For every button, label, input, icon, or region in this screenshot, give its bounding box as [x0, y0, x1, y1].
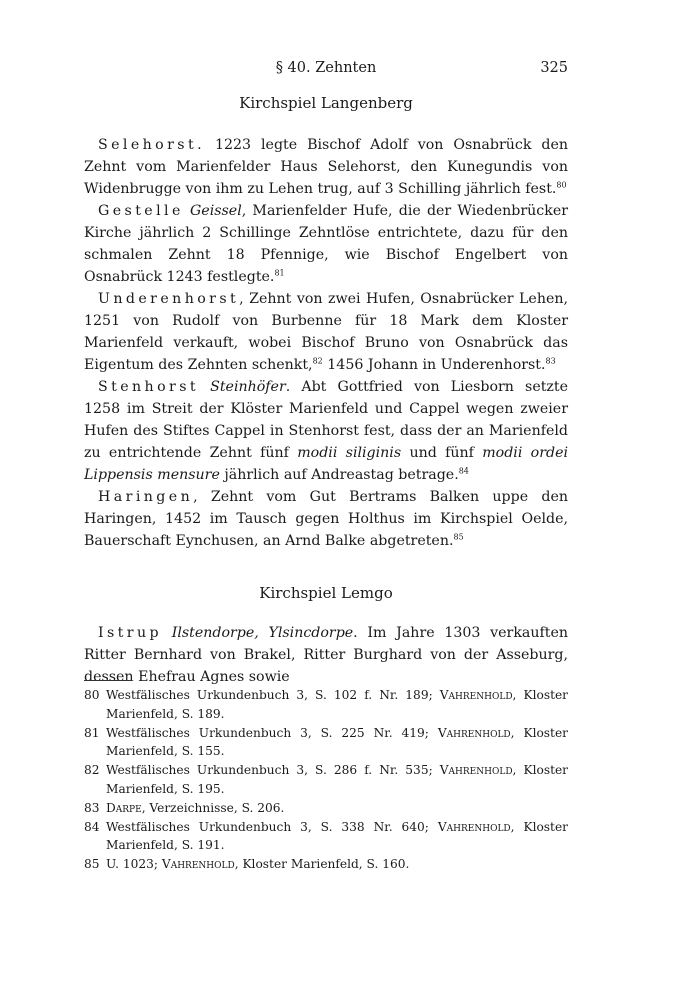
place-name: Gestelle [98, 203, 184, 219]
place-name: Istrup [98, 625, 162, 641]
running-header [84, 60, 568, 84]
footnote-number: 82 [84, 763, 100, 778]
footnote-84 [84, 818, 568, 856]
footnote-number: 85 [84, 857, 100, 872]
entry-text: . Abt Gottfried von Liesborn setzte 1258 im Streit der Klöster Marienfeld und Cappel wegen zweier Hufen des Stiftes Cappel in Stenhorst fest, dass der an Marienfeld zu entrichtende Zehnt fünf [84, 379, 568, 461]
footnote-ref[interactable]: 81 [274, 268, 285, 278]
place-variant: Geissel [189, 203, 242, 219]
latin-term: modii ordei Lippensis mensure [84, 445, 568, 483]
footnote-82 [84, 761, 568, 799]
entry-gestelle [84, 200, 568, 288]
footnote-ref[interactable]: 82 [312, 356, 323, 366]
running-title: § 40. Zehnten [275, 60, 377, 76]
latin-term: modii siliginis [297, 445, 402, 461]
footnote-text: , Kloster Marienfeld, S. 195. [106, 763, 569, 796]
footnote-85 [84, 855, 568, 874]
entry-text: . Im Jahre 1303 verkauften Ritter Bernhard von Brakel, Ritter Burghard von der Asseburg, dessen Ehefrau Agnes sowie [84, 625, 569, 685]
entry-stenhorst [84, 376, 568, 486]
author-name: Vahrenhold [437, 725, 511, 740]
footnote-number: 81 [84, 725, 100, 740]
footnote-ref[interactable]: 84 [458, 466, 469, 476]
footnote-80 [84, 686, 568, 724]
author-name: Vahrenhold [439, 688, 513, 702]
entry-underenhorst [84, 288, 568, 376]
footnote-text: Westfälisches Urkundenbuch 3, S. 286 f. Nr. 535; [106, 763, 440, 778]
entry-istrup [84, 622, 568, 688]
author-name: Vahrenhold [439, 763, 513, 778]
entry-text: , Zehnt vom Gut Bertrams Balken uppe den Haringen, 1452 im Tausch gegen Holthus im Kirchspiel Oelde, Bauerschaft Eynchusen, an Arnd Balke abgetreten. [84, 489, 568, 549]
footnote-81 [84, 724, 568, 762]
footnote-text: , Kloster Marienfeld, S. 191. [106, 819, 568, 853]
entry-text: und fünf [401, 445, 483, 461]
entry-text: , Zehnt von zwei Hufen, Osnabrücker Lehen, 1251 von Rudolf von Burbenne für 18 Mark dem Kloster Marienfeld verkauft, wobei Bischof Bruno von Osnabrück das Eigentum des Zehnten schenkt, [84, 291, 568, 373]
footnote-number: 83 [84, 800, 100, 815]
section-heading-langenberg: Kirchspiel Langenberg [239, 94, 413, 112]
place-variant: Ilstendorpe, Ylsincdorpe [171, 625, 354, 641]
footnotes [84, 686, 568, 874]
place-name: Haringen [98, 489, 194, 505]
entry-selehorst [84, 134, 568, 200]
place-name: Stenhorst [98, 379, 199, 395]
author-name: Vahrenhold [437, 819, 511, 834]
author-name: Darpe [106, 800, 142, 815]
footnote-ref[interactable]: 80 [556, 180, 567, 190]
entry-text: , Marienfelder Hufe, die der Wiedenbrücker Kirche jährlich 2 Schillinge Zehntlöse entrichtete, dazu für den schmalen Zehnt 18 Pfennige, wie Bischof Engelbert von Osnabrück 1243 festlegte. [84, 203, 568, 285]
page-number: 325 [540, 60, 568, 76]
footnote-text: , Verzeichnisse, S. 206. [141, 800, 285, 815]
footnote-text: , Kloster Marienfeld, S. 189. [106, 688, 569, 721]
footnote-number: 80 [84, 688, 100, 702]
footnote-text: Westfälisches Urkundenbuch 3, S. 338 Nr. 640; [106, 819, 438, 834]
page-body [84, 60, 568, 688]
place-name: Selehorst. [98, 137, 206, 153]
place-variant: Steinhöfer [210, 379, 286, 395]
footnote-83 [84, 799, 568, 818]
author-name: Vahrenhold [161, 857, 235, 872]
footnote-ref[interactable]: 85 [453, 532, 464, 542]
footnote-text: Westfälisches Urkundenbuch 3, S. 102 f. Nr. 189; [106, 688, 440, 702]
footnote-text: , Kloster Marienfeld, S. 155. [106, 725, 568, 759]
section-heading-lemgo: Kirchspiel Lemgo [259, 584, 393, 602]
footnote-divider [84, 680, 132, 681]
entry-text: 1223 legte Bischof Adolf von Osnabrück den Zehnt vom Marienfelder Haus Selehorst, den Kunegundis von Widenbrugge von ihm zu Lehen trug, auf 3 Schilling jährlich fest. [84, 137, 568, 197]
entry-text: jährlich auf Andreastag betrage. [219, 467, 459, 483]
footnote-number: 84 [84, 819, 100, 834]
place-name: Underenhorst [98, 291, 240, 307]
footnote-ref[interactable]: 83 [545, 356, 556, 366]
entry-text: 1456 Johann in Underenhorst. [322, 357, 546, 373]
footnote-text: Westfälisches Urkundenbuch 3, S. 225 Nr. 419; [106, 725, 438, 740]
footnote-text: , Kloster Marienfeld, S. 160. [234, 857, 410, 872]
footnote-text: U. 1023; [106, 857, 162, 872]
entry-haringen [84, 486, 568, 552]
